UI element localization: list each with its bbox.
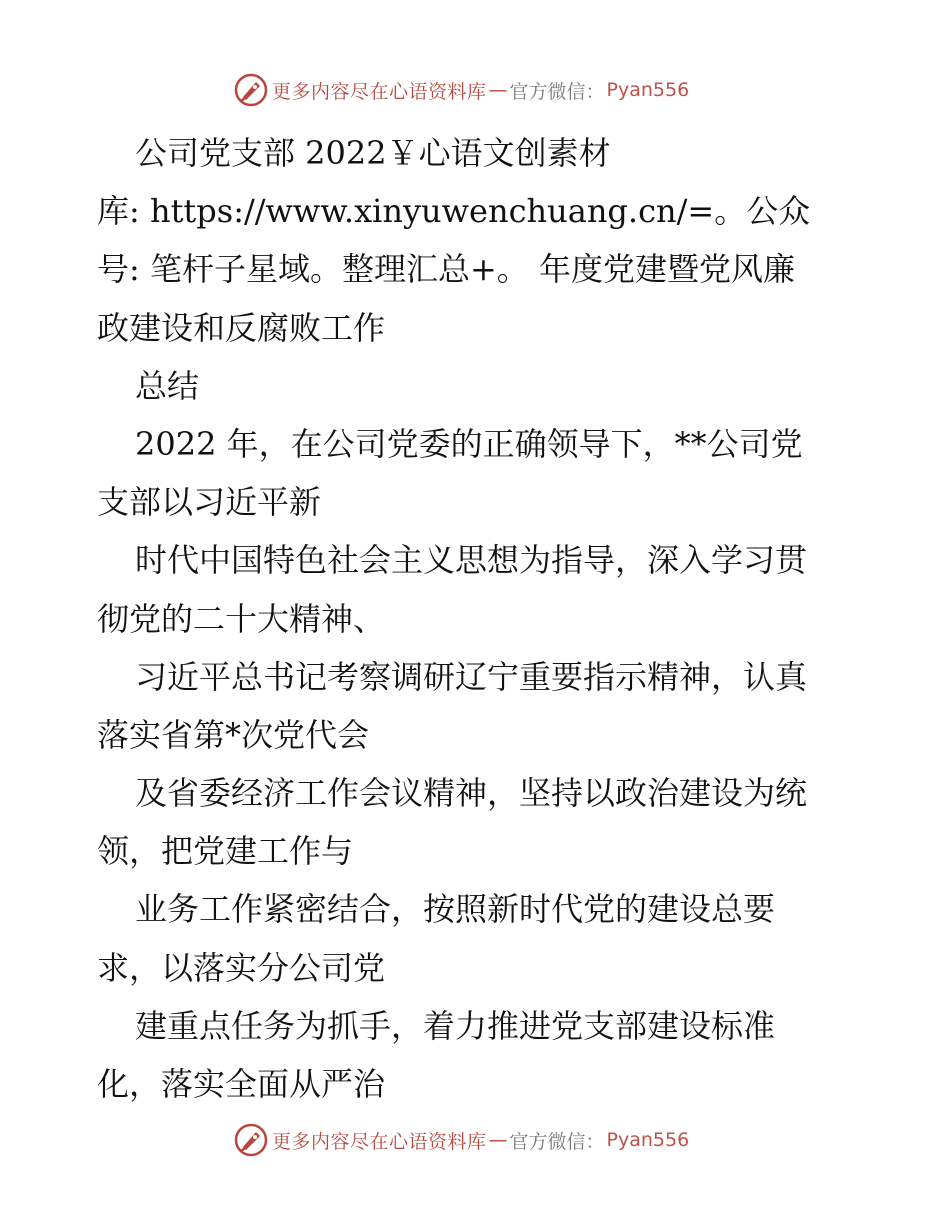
text-line: 彻党的二十大精神、 (97, 599, 386, 638)
footer-watermark (234, 1122, 714, 1158)
watermark-brand-text: 更多内容尽在心语资料库 (272, 1130, 487, 1153)
watermark-sub-text: 官方微信： (509, 1130, 605, 1153)
pen-nib-circle-icon (234, 73, 268, 107)
text-line: 2022 年，在公司党委的正确领导下，**公司党 (135, 424, 803, 463)
text-line: 建重点任务为抓手，着力推进党支部建设标准 (135, 1006, 776, 1045)
text-line: 业务工作紧密结合，按照新时代党的建设总要 (135, 890, 776, 929)
watermark-separator: — (488, 79, 508, 101)
watermark-separator: — (488, 1129, 508, 1151)
text-line: 习近平总书记考察调研辽宁重要指示精神，认真 (135, 657, 808, 696)
text-line: 政建设和反腐败工作 (97, 308, 386, 347)
text-line: 总结 (135, 366, 200, 405)
text-line: 化，落实全面从严治 (97, 1065, 386, 1103)
header-watermark (234, 72, 714, 108)
text-line: 领，把党建工作与 (97, 832, 354, 871)
text-line: 支部以习近平新 (97, 483, 322, 522)
text-line: 时代中国特色社会主义思想为指导，深入学习贯 (135, 541, 808, 580)
watermark-sub-text: 官方微信： (509, 80, 605, 103)
watermark-brand-text: 更多内容尽在心语资料库 (272, 80, 487, 103)
text-line: 及省委经济工作会议精神，坚持以政治建设为统 (135, 774, 808, 813)
text-line: 号: 笔杆子星域。整理汇总+。 年度党建暨党风廉 (97, 250, 795, 289)
text-line: 库: https://www.xinyuwenchuang.cn/=。公众 (97, 192, 811, 231)
document-body (97, 124, 857, 1113)
text-line: 求，以落实分公司党 (97, 948, 386, 987)
pen-nib-circle-icon (234, 1123, 268, 1157)
watermark-handle: Pyan556 (606, 79, 690, 101)
watermark-handle: Pyan556 (606, 1129, 690, 1151)
text-line: 公司党支部 2022￥心语文创素材 (135, 134, 611, 172)
text-line: 落实省第*次党代会 (97, 715, 370, 754)
